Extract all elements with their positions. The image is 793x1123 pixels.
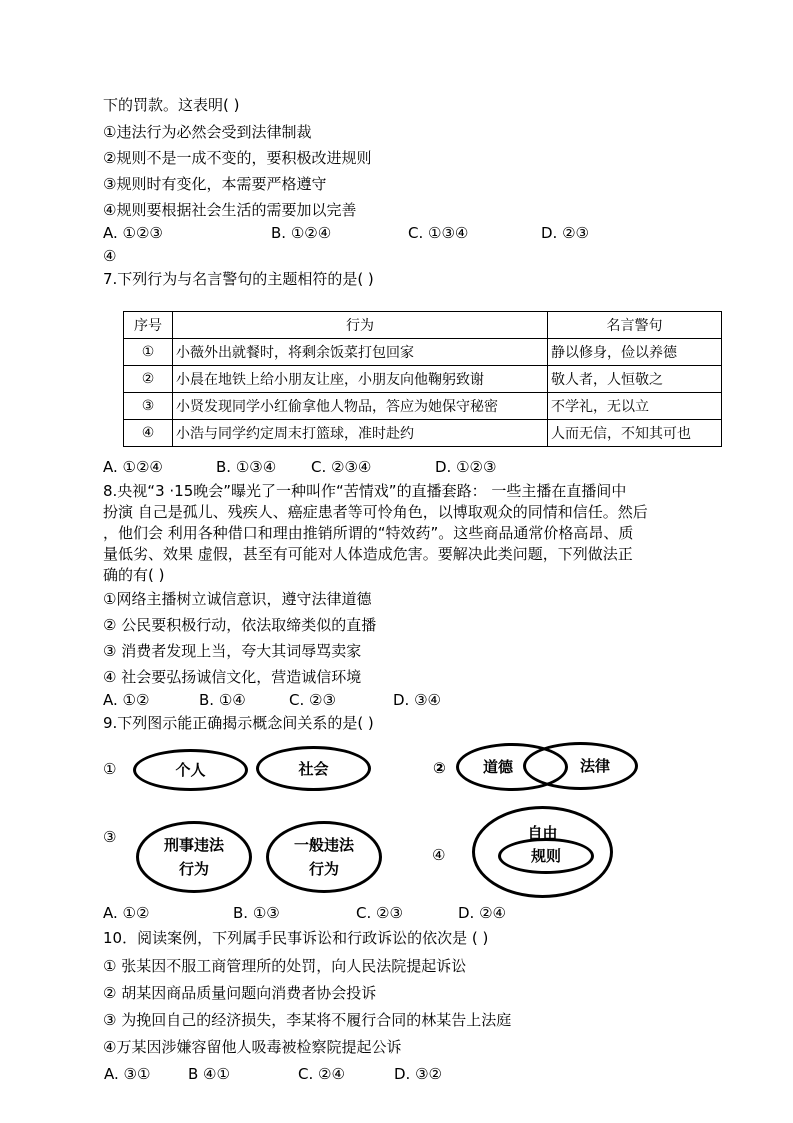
q6-item-1: ①违法行为必然会受到法律制裁 [103, 123, 312, 141]
q7-option-d[interactable]: D. ①②③ [435, 458, 497, 476]
q9-option-b[interactable]: B. ①③ [233, 904, 280, 922]
q6-item-3: ③规则时有变化，本需要严格遵守 [103, 175, 327, 193]
row-index: ② [124, 366, 173, 393]
q6-item-4: ④规则要根据社会生活的需要加以完善 [103, 201, 357, 219]
table-header-row [124, 312, 722, 339]
q8-stem-line-2: 扮演 自己是孤儿、残疾人、癌症患者等可怜角色，以博取观众的同情和信任。然后 [103, 503, 648, 521]
q8-item-4: ④ 社会要弘扬诚信文化，营造诚信环境 [103, 668, 362, 686]
row-index: ③ [124, 393, 173, 420]
diagram-3-number: ③ [103, 828, 117, 846]
q8-stem-line-4: 量低劣、效果 虚假，甚至有可能对人体造成危害。要解决此类问题，下列做法正 [103, 545, 633, 563]
ellipse-freedom: 自由 [472, 806, 613, 898]
q7-option-a[interactable]: A. ①②④ [103, 458, 163, 476]
row-behavior: 小贤发现同学小红偷拿他人物品，答应为她保守秘密 [173, 393, 548, 420]
q10-item-4: ④万某因涉嫌容留他人吸毒被检察院提起公诉 [103, 1038, 402, 1056]
row-index: ④ [124, 420, 173, 447]
q10-item-3: ③ 为挽回自己的经济损失，李某将不履行合同的林某告上法庭 [103, 1011, 512, 1029]
q6-item-2: ②规则不是一成不变的，要积极改进规则 [103, 149, 372, 167]
q8-item-1: ①网络主播树立诚信意识，遵守法律道德 [103, 590, 372, 608]
row-quote: 敬人者，人恒敬之 [548, 366, 722, 393]
q9-option-a[interactable]: A. ①② [103, 904, 150, 922]
q6-stem-tail: 下的罚款。这表明( ) [103, 96, 240, 114]
q10-stem: 10．阅读案例，下列属手民事诉讼和行政诉讼的依次是 ( ) [103, 929, 489, 947]
q8-stem-line-5: 确的有( ) [103, 566, 165, 584]
diagram-1-number: ① [103, 760, 117, 778]
q7-options [103, 456, 496, 478]
q7-option-b[interactable]: B. ①③④ [216, 458, 277, 476]
row-quote: 不学礼，无以立 [548, 393, 722, 420]
q6-option-a[interactable]: A. ①②③ [103, 224, 163, 242]
ellipse-individual: 个人 [133, 749, 248, 791]
diagram-4-number: ④ [432, 846, 446, 864]
ellipse-law: 法律 [523, 742, 638, 790]
q10-item-2: ② 胡某因商品质量问题向消费者协会投诉 [103, 984, 377, 1002]
ellipse-morality: 道德 [456, 743, 568, 791]
row-behavior: 小薇外出就餐时，将剩余饭菜打包回家 [173, 339, 548, 366]
ellipse-criminal-violation: 刑事违法 行为 [136, 821, 252, 893]
q8-options [103, 689, 441, 711]
q7-table [123, 311, 722, 447]
q10-option-c[interactable]: C. ②④ [298, 1065, 345, 1083]
q7-stem: 7.下列行为与名言警句的主题相符的是( ) [103, 270, 374, 288]
q9-options [103, 902, 506, 924]
q6-option-d[interactable]: D. ②③ [541, 224, 589, 242]
row-behavior: 小晨在地铁上给小朋友让座，小朋友向他鞠躬致谢 [173, 366, 548, 393]
q7-option-c[interactable]: C. ②③④ [311, 458, 372, 476]
q10-option-b[interactable]: B ④① [188, 1065, 230, 1083]
q8-item-3: ③ 消费者发现上当，夸大其词辱骂卖家 [103, 642, 362, 660]
q8-item-2: ② 公民要积极行动，依法取缔类似的直播 [103, 616, 377, 634]
col-header-index: 序号 [124, 312, 173, 339]
col-header-quote: 名言警句 [548, 312, 722, 339]
q8-option-c[interactable]: C. ②③ [289, 691, 336, 709]
table-row [124, 420, 722, 447]
diagram-2-number: ② [433, 759, 446, 777]
q8-option-b[interactable]: B. ①④ [199, 691, 246, 709]
q6-option-d-wrap: ④ [103, 247, 117, 265]
row-behavior: 小浩与同学约定周末打篮球，准时赴约 [173, 420, 548, 447]
ellipse-general-violation: 一般违法 行为 [266, 821, 382, 893]
q9-stem: 9.下列图示能正确揭示概念间关系的是( ) [103, 714, 374, 732]
table-row [124, 339, 722, 366]
q6-option-c[interactable]: C. ①③④ [408, 224, 469, 242]
q10-item-1: ① 张某因不服工商管理所的处罚，向人民法院提起诉讼 [103, 957, 467, 975]
row-quote: 静以修身，俭以养德 [548, 339, 722, 366]
q8-stem-line-1: 8.央视“3 ·15晚会”曝光了一种叫作“苦情戏”的直播套路： 一些主播在直播间中 [103, 482, 627, 500]
q10-options [104, 1063, 442, 1085]
q8-option-d[interactable]: D. ③④ [393, 691, 441, 709]
q8-stem-line-3: ，他们会 利用各种借口和理由推销所谓的“特效药”。这些商品通常价格高昂、质 [103, 524, 634, 542]
q6-options [103, 222, 589, 244]
q10-option-a[interactable]: A. ③① [104, 1065, 151, 1083]
row-index: ① [124, 339, 173, 366]
q10-option-d[interactable]: D. ③② [394, 1065, 442, 1083]
ellipse-rules: 规则 [498, 838, 594, 874]
col-header-behavior: 行为 [173, 312, 548, 339]
q8-option-a[interactable]: A. ①② [103, 691, 150, 709]
table-row [124, 393, 722, 420]
q9-option-d[interactable]: D. ②④ [458, 904, 506, 922]
ellipse-society: 社会 [256, 746, 371, 791]
q9-option-c[interactable]: C. ②③ [356, 904, 403, 922]
q6-option-b[interactable]: B. ①②④ [271, 224, 332, 242]
row-quote: 人而无信，不知其可也 [548, 420, 722, 447]
table-row [124, 366, 722, 393]
